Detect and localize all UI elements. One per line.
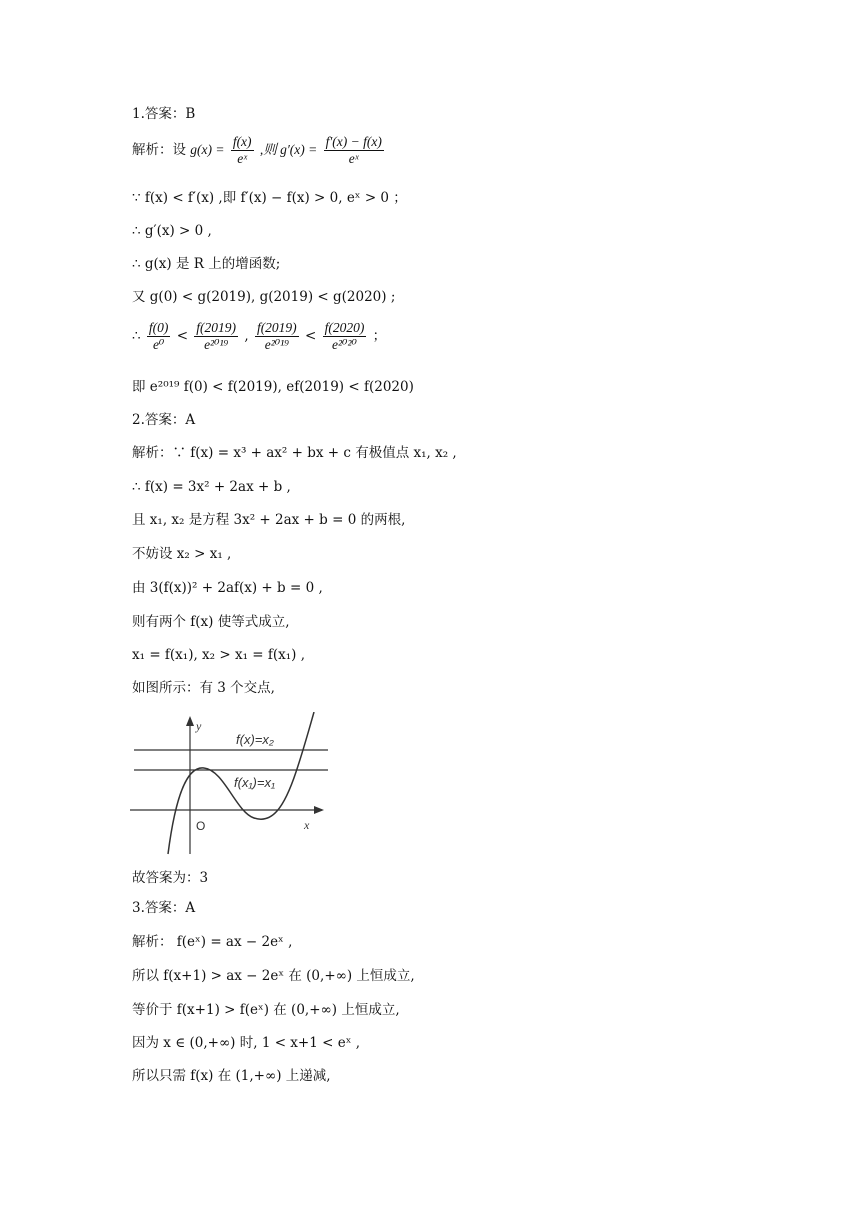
q2-step-5: 由 3(f(x))² + 2af(x) + b = 0 , (132, 580, 323, 596)
label-f-x2: f(x)=x₂ (236, 732, 274, 747)
q1-fraction-line (132, 320, 386, 353)
frac-f2019-a-num: f(2019) (196, 320, 237, 335)
q1-def-line (132, 134, 386, 167)
g-def-fraction (231, 134, 254, 167)
q3-step-2: 所以 f(x+1) > ax − 2eˣ 在 (0,+∞) 上恒成立, (132, 968, 415, 984)
x-label: x (304, 818, 310, 832)
frac-f2019-b-num: f(2019) (256, 320, 297, 335)
frac-f2020-num: f(2020) (324, 320, 365, 335)
q3-step-1: 解析： f(eˣ) = ax − 2eˣ , (132, 934, 293, 950)
q3-step-4: 因为 x ∈ (0,+∞) 时, 1 < x+1 < eˣ , (132, 1035, 361, 1051)
frac-f2019-a-den: e²⁰¹⁹ (204, 337, 229, 352)
q3-step-5: 所以只需 f(x) 在 (1,+∞) 上递减, (132, 1068, 331, 1084)
q1-conclusion: 即 e²⁰¹⁹ f(0) < f(2019), ef(2019) < f(2020) (132, 379, 414, 395)
q2-answer: 2.答案：A (132, 412, 196, 428)
q2-step-6: 则有两个 f(x) 使等式成立, (132, 614, 290, 630)
q2-step-2: ∴ f(x) = 3x² + 2ax + b , (132, 479, 291, 495)
q2-step-3: 且 x₁, x₂ 是方程 3x² + 2ax + b = 0 的两根, (132, 512, 406, 528)
frac-f2020-den: e²⁰²⁰ (332, 337, 357, 352)
rel-1: < (176, 328, 188, 344)
q2-step-1: 解析：∵ f(x) = x³ + ax² + bx + c 有极值点 x₁, x₂ , (132, 445, 457, 461)
q2-conclusion: 故答案为：3 (132, 870, 209, 886)
q1-step-3: ∴ g(x) 是 R 上的增函数; (132, 256, 281, 272)
q2-step-7: x₁ = f(x₁), x₂ > x₁ = f(x₁) , (132, 647, 306, 663)
q1-def-prefix: 解析：设 (132, 142, 186, 158)
q2-step-4: 不妨设 x₂ > x₁ , (132, 546, 232, 562)
q1-step-1: ∵ f(x) < f′(x) ,即 f′(x) − f(x) > 0, eˣ > 0 ； (132, 190, 407, 206)
gp-def-num: f′(x) − f(x) (325, 134, 382, 149)
x-axis-arrow (314, 806, 324, 814)
gp-def-den: eˣ (348, 151, 359, 166)
frac-f2019-b-den: e²⁰¹⁹ (264, 337, 289, 352)
frac-f2020 (323, 320, 367, 353)
gp-def-fraction (324, 134, 384, 167)
function-graph (128, 712, 338, 862)
y-axis-arrow (186, 716, 194, 726)
q2-step-8: 如图所示：有 3 个交点, (132, 680, 275, 696)
rel-2: < (304, 328, 317, 344)
frac-f2019-b (255, 320, 299, 353)
end-punct: ； (372, 328, 387, 344)
frac-f0-num: f(0) (148, 320, 169, 335)
gp-def-lhs: ,则 g′(x) = (259, 142, 318, 157)
q3-step-3: 等价于 f(x+1) > f(eˣ) 在 (0,+∞) 上恒成立, (132, 1002, 400, 1018)
y-label: y (196, 719, 202, 733)
therefore-symbol: ∴ (132, 328, 141, 344)
label-f-x1: f(x₁)=x₁ (234, 775, 276, 790)
g-def-lhs: g(x) = (190, 142, 225, 157)
g-def-den: eˣ (237, 151, 248, 166)
sep: , (244, 328, 249, 344)
frac-f0-den: e⁰ (152, 337, 165, 352)
q1-answer: 1.答案：B (132, 106, 196, 122)
q1-step-4: 又 g(0) < g(2019), g(2019) < g(2020) ; (132, 289, 396, 305)
frac-f0 (147, 320, 171, 353)
q1-step-2: ∴ g′(x) > 0 , (132, 223, 212, 239)
origin-label: O (196, 819, 206, 833)
g-def-num: f(x) (232, 134, 252, 149)
frac-f2019-a (194, 320, 238, 353)
q3-answer: 3.答案：A (132, 900, 196, 916)
